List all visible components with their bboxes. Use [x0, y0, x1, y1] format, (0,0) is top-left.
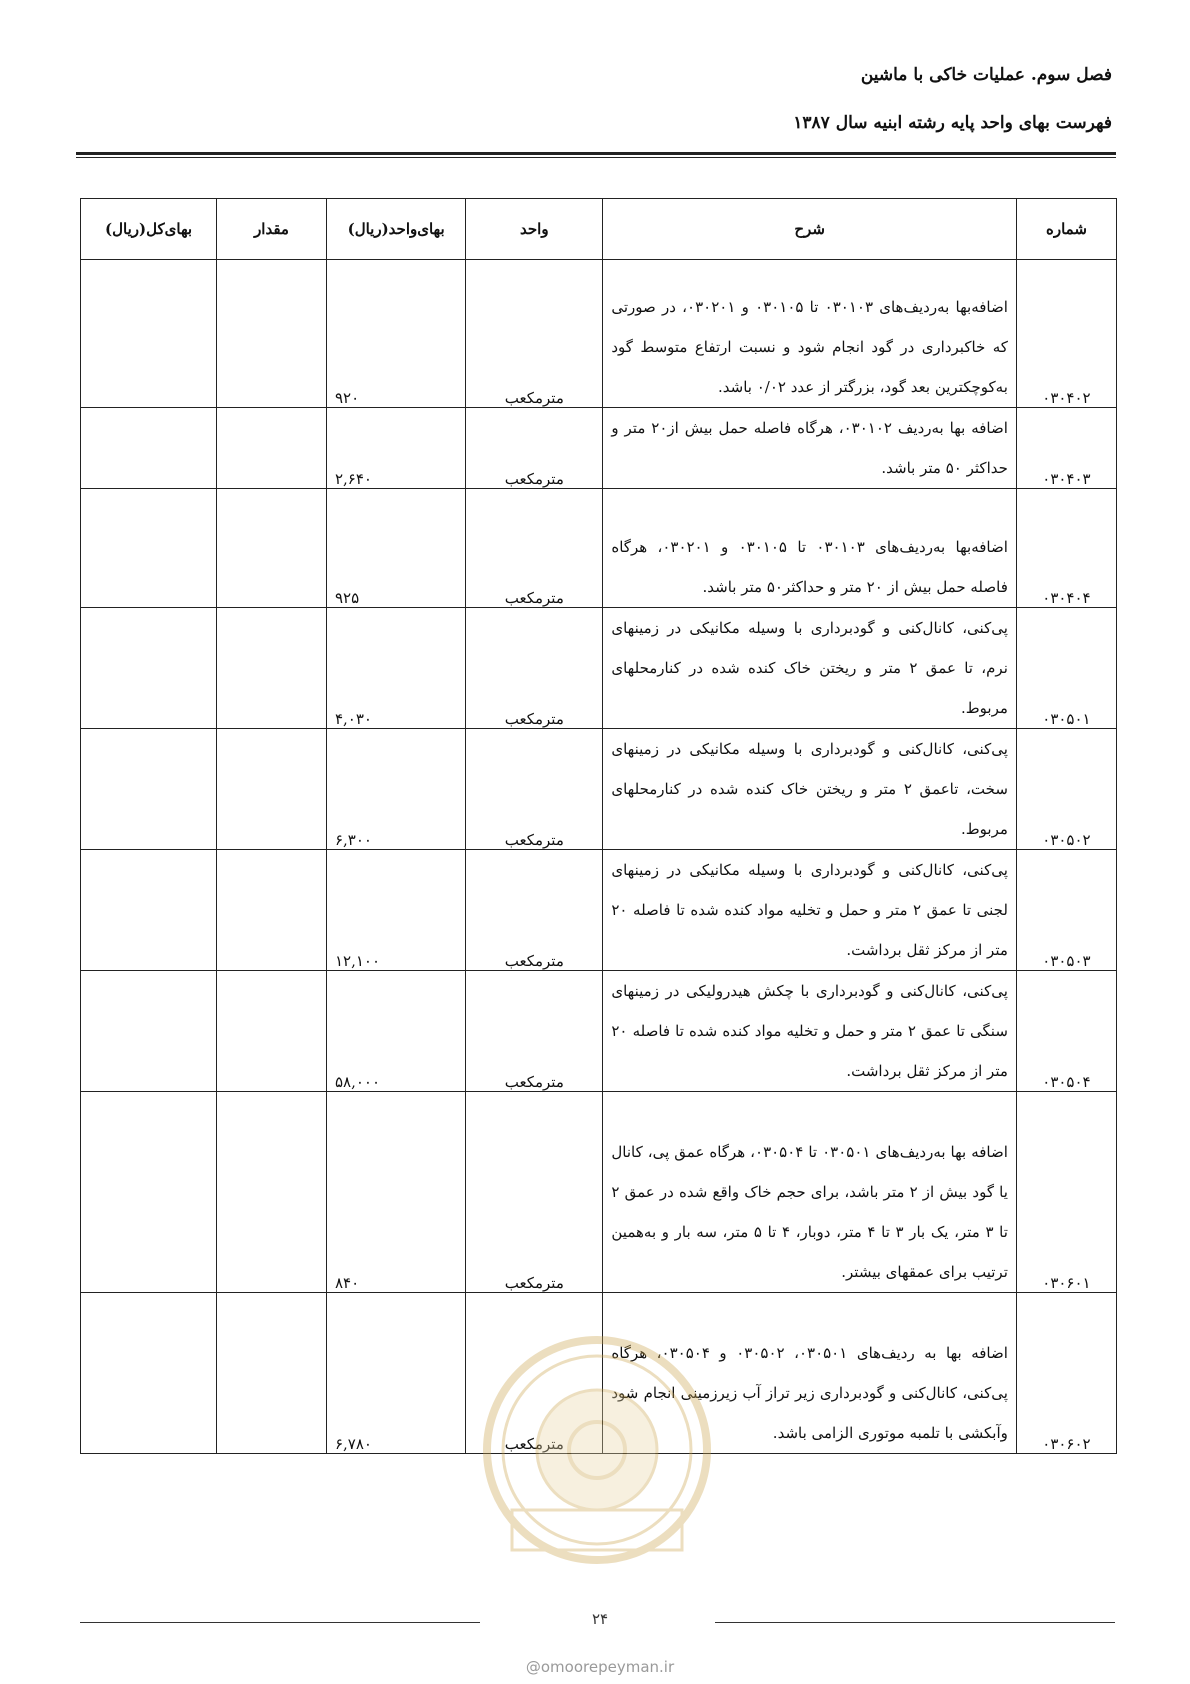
header-total-price: بهای‌کل(ریال) — [81, 199, 217, 260]
row-total-price — [81, 729, 217, 850]
table-row — [81, 729, 1117, 850]
header-rule-thick — [76, 152, 1116, 155]
row-total-price — [81, 1092, 217, 1293]
table-row — [81, 608, 1117, 729]
row-total-price — [81, 1293, 217, 1454]
row-unit-price: ۶,۳۰۰ — [326, 729, 465, 850]
footer-rule-left — [80, 1622, 480, 1623]
row-description: پی‌کنی، کانال‌کنی و گودبرداری با وسیله مکانیکی در زمینهای نرم، تا عمق ۲ متر و ریختن خاک کنده شده در کنارمحلهای مربوط. — [603, 608, 1017, 729]
row-unit-price: ۹۲۵ — [326, 489, 465, 608]
row-description: اضافه‌بها به‌ردیف‌های ۰۳۰۱۰۳ تا ۰۳۰۱۰۵ و ۰۳۰۲۰۱، در صورتی که خاکبرداری در گود انجام شود و نسبت ارتفاع متوسط گود به‌کوچکترین بعد گود، بزرگتر از عدد ۰/۰۲ باشد. — [603, 260, 1017, 408]
table-row — [81, 408, 1117, 489]
row-total-price — [81, 850, 217, 971]
row-quantity — [217, 850, 327, 971]
row-code: ۰۳۰۵۰۳ — [1016, 850, 1116, 971]
row-description: اضافه‌بها به‌ردیف‌های ۰۳۰۱۰۳ تا ۰۳۰۱۰۵ و ۰۳۰۲۰۱، هرگاه فاصله حمل بیش از ۲۰ متر و حداکثر۵۰ متر باشد. — [603, 489, 1017, 608]
row-quantity — [217, 489, 327, 608]
table-header-row — [81, 199, 1117, 260]
row-quantity — [217, 1293, 327, 1454]
table-row — [81, 1092, 1117, 1293]
row-quantity — [217, 729, 327, 850]
row-code: ۰۳۰۴۰۳ — [1016, 408, 1116, 489]
table-row — [81, 971, 1117, 1092]
page-number: ۲۴ — [591, 1610, 609, 1628]
row-unit: مترمکعب — [466, 850, 603, 971]
row-unit: مترمکعب — [466, 1293, 603, 1454]
row-unit: مترمکعب — [466, 260, 603, 408]
row-code: ۰۳۰۵۰۱ — [1016, 608, 1116, 729]
document-subtitle: فهرست بهای واحد پایه رشته ابنیه سال ۱۳۸۷ — [793, 113, 1112, 133]
watermark-url: @omoorepeyman.ir — [525, 1658, 675, 1676]
price-list-table — [80, 198, 1117, 1454]
header-description: شرح — [603, 199, 1017, 260]
row-unit-price: ۴,۰۳۰ — [326, 608, 465, 729]
row-unit-price: ۸۴۰ — [326, 1092, 465, 1293]
row-description: اضافه بها به‌ردیف ۰۳۰۱۰۲، هرگاه فاصله حمل بیش از۲۰ متر و حداکثر ۵۰ متر باشد. — [603, 408, 1017, 489]
row-total-price — [81, 608, 217, 729]
row-unit: مترمکعب — [466, 608, 603, 729]
row-total-price — [81, 971, 217, 1092]
row-unit: مترمکعب — [466, 729, 603, 850]
row-code: ۰۳۰۴۰۴ — [1016, 489, 1116, 608]
chapter-title: فصل سوم. عملیات خاکی با ماشین — [860, 65, 1112, 85]
row-total-price — [81, 489, 217, 608]
row-unit-price: ۹۲۰ — [326, 260, 465, 408]
row-code: ۰۳۰۶۰۱ — [1016, 1092, 1116, 1293]
row-description: پی‌کنی، کانال‌کنی و گودبرداری با وسیله مکانیکی در زمینهای لجنی تا عمق ۲ متر و حمل و تخلیه مواد کنده شده تا فاصله ۲۰ متر از مرکز ثقل برداشت. — [603, 850, 1017, 971]
row-unit-price: ۲,۶۴۰ — [326, 408, 465, 489]
row-description: پی‌کنی، کانال‌کنی و گودبرداری با وسیله مکانیکی در زمینهای سخت، تاعمق ۲ متر و ریختن خاک کنده شده در کنارمحلهای مربوط. — [603, 729, 1017, 850]
page-header — [72, 62, 1112, 136]
row-unit: مترمکعب — [466, 1092, 603, 1293]
row-total-price — [81, 260, 217, 408]
row-unit-price: ۱۲,۱۰۰ — [326, 850, 465, 971]
table-row — [81, 489, 1117, 608]
header-unit: واحد — [466, 199, 603, 260]
row-code: ۰۳۰۴۰۲ — [1016, 260, 1116, 408]
row-description: اضافه بها به‌ردیف‌های ۰۳۰۵۰۱ تا ۰۳۰۵۰۴، هرگاه عمق پی، کانال یا گود بیش از ۲ متر باشد، برای حجم خاک واقع شده در عمق ۲ تا ۳ متر، یک بار ۳ تا ۴ متر، دوبار، ۴ تا ۵ متر، سه بار و به‌همین ترتیب برای عمقهای بیشتر. — [603, 1092, 1017, 1293]
row-quantity — [217, 260, 327, 408]
footer-rule-right — [715, 1622, 1115, 1623]
row-description: پی‌کنی، کانال‌کنی و گودبرداری با چکش هیدرولیکی در زمینهای سنگی تا عمق ۲ متر و حمل و تخلیه مواد کنده شده تا فاصله ۲۰ متر از مرکز ثقل برداشت. — [603, 971, 1017, 1092]
row-unit-price: ۵۸,۰۰۰ — [326, 971, 465, 1092]
header-code: شماره — [1016, 199, 1116, 260]
row-unit-price: ۶,۷۸۰ — [326, 1293, 465, 1454]
row-total-price — [81, 408, 217, 489]
row-unit: مترمکعب — [466, 489, 603, 608]
header-rule-thin — [76, 157, 1116, 158]
row-description: اضافه بها به ردیف‌های ۰۳۰۵۰۱، ۰۳۰۵۰۲ و ۰۳۰۵۰۴، هرگاه پی‌کنی، کانال‌کنی و گودبرداری زیر تراز آب زیرزمینی انجام شود وآبکشی با تلمبه موتوری الزامی باشد. — [603, 1293, 1017, 1454]
row-unit: مترمکعب — [466, 971, 603, 1092]
watermark-seal-icon — [482, 1335, 712, 1565]
row-quantity — [217, 971, 327, 1092]
table-row — [81, 260, 1117, 408]
row-code: ۰۳۰۶۰۲ — [1016, 1293, 1116, 1454]
header-unit-price: بهای‌واحد(ریال) — [326, 199, 465, 260]
row-code: ۰۳۰۵۰۴ — [1016, 971, 1116, 1092]
row-unit: مترمکعب — [466, 408, 603, 489]
row-quantity — [217, 408, 327, 489]
row-code: ۰۳۰۵۰۲ — [1016, 729, 1116, 850]
table-row — [81, 850, 1117, 971]
row-quantity — [217, 608, 327, 729]
header-quantity: مقدار — [217, 199, 327, 260]
row-quantity — [217, 1092, 327, 1293]
